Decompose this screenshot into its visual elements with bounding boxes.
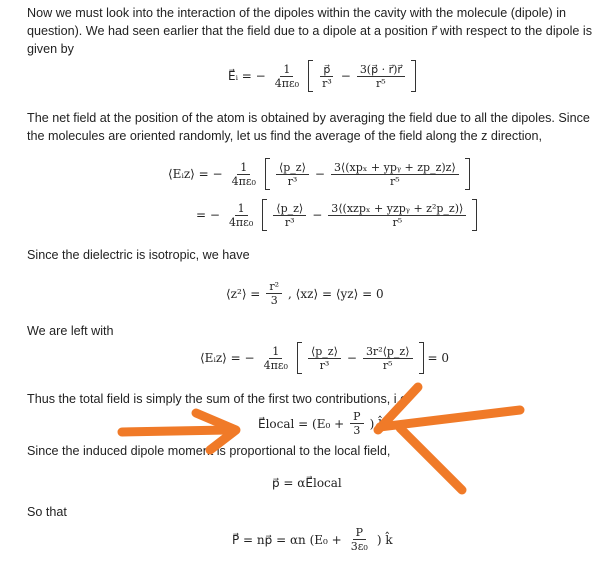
paragraph-2-line-1: The net field at the position of the atom is obtained by averaging the field due to all the dipoles. Since <box>27 111 590 125</box>
eq1-coefficient: $\frac{1}{\text{4πε₀}}$ <box>274 62 300 90</box>
equation-local-field: E⃗local = (E₀ + $\frac{P}{3}$ ) k̂ <box>258 410 386 437</box>
equation-polarization: P⃗ = np⃗ = αn (E₀ + $\frac{P}{\text{3ε₀}}$ ) k̂ <box>232 526 393 553</box>
equation-isotropic: ⟨z²⟩ = $\frac{\text{r²}}{3}$ , ⟨xz⟩ = ⟨yz⟩ = 0 <box>226 280 384 307</box>
paragraph-2-line-2: the molecules are oriented randomly, let us find the average of the field along the z direction, <box>27 129 543 143</box>
paragraph-6: Since the induced dipole moment is proportional to the local field, <box>27 444 391 458</box>
paragraph-3: Since the dielectric is isotropic, we have <box>27 248 250 262</box>
paragraph-4: We are left with <box>27 324 114 338</box>
paragraph-1-line-3: given by <box>27 42 74 56</box>
right-arrow-icon <box>378 387 520 490</box>
paragraph-7: So that <box>27 505 67 519</box>
paragraph-1-line-1: Now we must look into the interaction of the dipoles within the cavity with the molecule (dipole) in <box>27 6 567 20</box>
equation-left-with: ⟨Eᵢz⟩ = − $\frac{1}{\text{4πε₀}}$ $\frac{⟨p\_z⟩}{\text{r³}}$ − $\frac{\text{3r²⟨p\_z⟩}}{\text{r⁵}}$ = 0 <box>200 342 449 374</box>
equation-average-field-b: = − $\frac{1}{\text{4πε₀}}$ $\frac{⟨p\_z⟩}{\text{r³}}$ − $\frac{\text{3⟨(xzpₓ + yzpᵧ + z²p\_z)⟩}}{\text{r⁵}}$ <box>196 199 477 231</box>
equation-induced-dipole: p⃗ = αE⃗local <box>272 476 342 490</box>
eq1-term-2: $\frac{3(p⃗ \cdot r⃗)r⃗}{\text{r⁵}}$ <box>357 63 405 90</box>
paragraph-5: Thus the total field is simply the sum of the first two contributions, i.e. <box>27 392 411 406</box>
eq1-lhs: E⃗ᵢ = − <box>228 69 266 83</box>
paragraph-1-line-2: question). We had seen earlier that the field due to a dipole at a position r⃗ with respect to the dipole is <box>27 24 593 38</box>
equation-dipole-field: E⃗ᵢ = − $\frac{1}{\text{4πε₀}}$ $\frac{p⃗}{\text{r³}}$ − $\frac{3(p⃗ \cdot r⃗)r⃗}{\text{r⁵}}$ <box>228 60 416 92</box>
left-arrow-icon <box>122 413 236 450</box>
eq1-term-1: $\frac{p⃗}{\text{r³}}$ <box>322 62 332 90</box>
equation-average-field-a: ⟨Eᵢz⟩ = − $\frac{1}{\text{4πε₀}}$ $\frac{⟨p\_z⟩}{\text{r³}}$ − $\frac{\text{3⟨(xpₓ + ypᵧ + zp\_z)z⟩}}{\text{r⁵}}$ <box>168 158 470 190</box>
